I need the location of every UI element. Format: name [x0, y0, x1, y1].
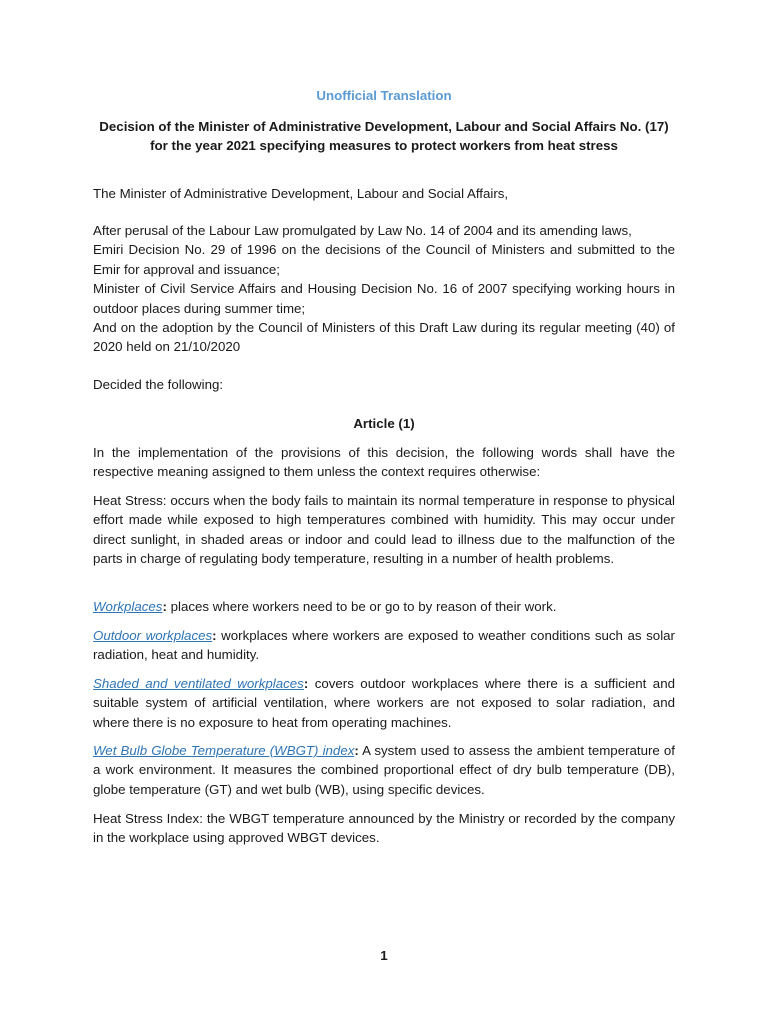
definition-wbgt: [93, 741, 675, 799]
definition-text: covers outdoor workplaces where there is a sufficient and suitable system of artificial ventilation, where workers are not exposed to solar radiation, and where there is no exposure to heat from operating machines.: [93, 676, 675, 730]
definition-outdoor: [93, 626, 675, 665]
term-colon: :: [212, 628, 217, 643]
decision-title-line2: for the year 2021 specifying measures to protect workers from heat stress: [150, 138, 618, 154]
preamble-item: And on the adoption by the Council of Ministers of this Draft Law during its regular meeting (40) of 2020 held on 21/10/2020: [93, 320, 675, 355]
minister-line: The Minister of Administrative Development, Labour and Social Affairs,: [93, 186, 509, 201]
decided-line: Decided the following:: [93, 377, 224, 392]
term-wbgt-index[interactable]: Wet Bulb Globe Temperature (WBGT) index: [93, 743, 355, 758]
term-shaded-workplaces[interactable]: Shaded and ventilated workplaces: [93, 676, 304, 691]
term-colon: :: [162, 599, 167, 614]
translation-note: Unofficial Translation: [316, 88, 452, 103]
definition-text: workplaces where workers are exposed to weather conditions such as solar radiation, heat and humidity.: [93, 628, 675, 663]
definition-workplaces: [93, 597, 675, 616]
preamble-item: After perusal of the Labour Law promulgated by Law No. 14 of 2004 and its amending laws,: [93, 223, 632, 238]
definition-heat-stress-index: Heat Stress Index: the WBGT temperature announced by the Ministry or recorded by the company in the workplace using approved WBGT devices.: [93, 811, 675, 846]
definition-text: places where workers need to be or go to by reason of their work.: [166, 599, 557, 614]
preamble: [93, 221, 675, 357]
decision-title-line1: Decision of the Minister of Administrative Development, Labour and Social Affairs No. (17): [99, 119, 669, 134]
preamble-item: Emiri Decision No. 29 of 1996 on the decisions of the Council of Ministers and submitted to the Emir for approval and issuance;: [93, 242, 675, 277]
definition-heat-stress: Heat Stress: occurs when the body fails to maintain its normal temperature in response to physical effort made while exposed to high temperatures combined with humidity. This may occur under direct sunlight, in shaded areas or indoor and could lead to illness due to the malfunction of the parts in charge of regulating body temperature, resulting in a number of health problems.: [93, 493, 675, 567]
preamble-item: Minister of Civil Service Affairs and Housing Decision No. 16 of 2007 specifying working hours in outdoor places during summer time;: [93, 281, 675, 316]
term-colon: :: [303, 676, 309, 691]
term-workplaces[interactable]: Workplaces: [93, 599, 163, 614]
article-heading: Article (1): [353, 416, 415, 431]
decision-title: [93, 117, 675, 156]
definition-shaded: [93, 674, 675, 732]
definition-text: A system used to assess the ambient temperature of a work environment. It measures the combined proportional effect of dry bulb temperature (DB), globe temperature (GT) and wet bulb (WB), using specific devices.: [93, 743, 675, 797]
article-intro: In the implementation of the provisions of this decision, the following words shall have the respective meaning assigned to them unless the context requires otherwise:: [93, 445, 675, 480]
page-number: 1: [380, 948, 388, 963]
term-outdoor-workplaces[interactable]: Outdoor workplaces: [93, 628, 213, 643]
term-colon: :: [354, 743, 359, 758]
